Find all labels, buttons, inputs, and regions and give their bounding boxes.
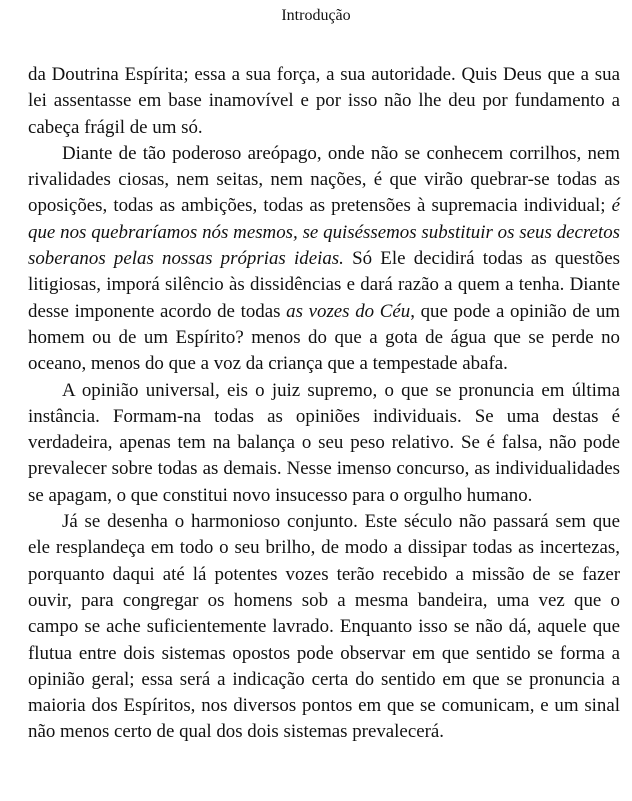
paragraph-2-part-a: Diante de tão poderoso areópago, onde não se conhecem corrilhos, nem rivalidades ciosas, nem seitas, nem nações, é que virão quebrar-se todas as oposições, todas as ambições, todas as pretensões à supremacia individual; — [28, 142, 620, 217]
running-header-title: Introdução — [281, 7, 351, 24]
paragraph-2-part-e: , que pode a opinião de um homem ou de um Espírito? menos do que a gota de água que se perde no oceano, menos do que a voz da criança que a tempestade abafa. — [28, 300, 620, 375]
paragraph-1: da Doutrina Espírita; essa a sua força, a sua autoridade. Quis Deus que a sua lei assentasse em base inamovível e por isso não lhe deu por fundamento a cabeça frágil de um só. — [28, 64, 620, 138]
page-body — [28, 62, 620, 746]
paragraph-3: A opinião universal, eis o juiz supremo, o que se pronuncia em última instância. Formam-na todas as opiniões individuais. Se uma destas é verdadeira, apenas tem na balança o seu peso relativo. Se é falsa, não pode prevalecer sobre todas as demais. Nesse imenso concurso, as individualidades se apagam, o que constitui novo insucesso para o orgulho humano. — [28, 379, 620, 506]
paragraph-2 — [28, 141, 620, 378]
paragraph-2-italic-passage: é que nos quebraríamos nós mesmos, se quiséssemos substituir os seus decretos soberanos pelas nossas próprias ideias. — [28, 195, 620, 270]
paragraph-4: Já se desenha o harmonioso conjunto. Este século não passará sem que ele resplandeça em todo o seu brilho, de modo a dissipar todas as incertezas, porquanto daqui até lá potentes vozes terão recebido a missão de se fazer ouvir, para congregar os homens sob a mesma bandeira, uma vez que o campo se ache suficientemente lavrado. Enquanto isso se não dá, aquele que flutua entre dois sistemas opostos pode observar em que sentido se forma a opinião geral; essa será a indicação certa do sentido em que se pronuncia a maioria dos Espíritos, nos diversos pontos em que se comunicam, e um sinal não menos certo de qual dos dois sistemas prevalecerá. — [28, 511, 620, 743]
paragraph-2-italic-phrase: as vozes do Céu — [286, 300, 411, 322]
paragraph-2-part-c: Só Ele decidirá todas as questões litigiosas, imporá silêncio às dissidências e dará razão a quem a tenha. Diante desse imponente acordo de todas — [28, 248, 620, 322]
